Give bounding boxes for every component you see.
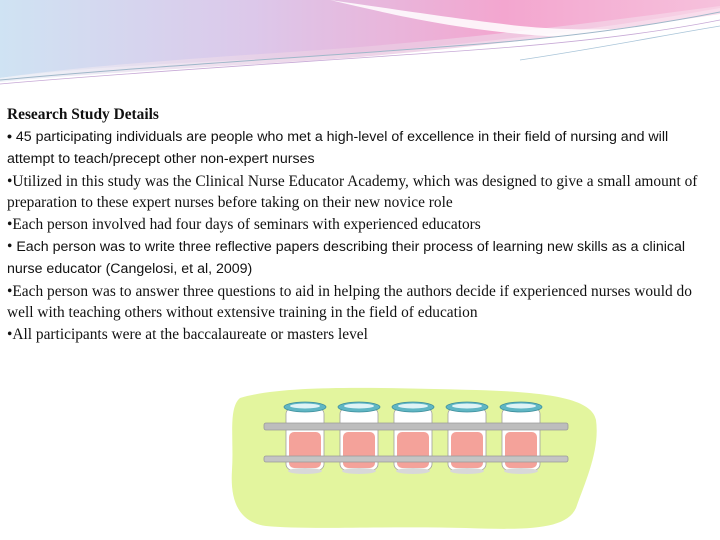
test-tube (338, 402, 380, 474)
bullet-item (7, 171, 713, 214)
bullet-marker: • (7, 282, 13, 300)
slide-heading: Research Study Details (7, 106, 159, 123)
tube-liquid (289, 432, 321, 468)
tube-liquid (505, 432, 537, 468)
bullet-text: Each person involved had four days of seminars with experienced educators (12, 215, 481, 233)
rack-bottom-bar (264, 456, 568, 462)
tube-cap-highlight (506, 404, 536, 409)
bullet-item (7, 324, 713, 346)
tube-cap-highlight (398, 404, 428, 409)
tube-cap-highlight (452, 404, 482, 409)
test-tube (446, 402, 488, 474)
bullet-text: Utilized in this study was the Clinical Nurse Educator Academy, which was designed to give a small amount of preparation to these expert nurses before taking on their new novice role (7, 172, 698, 212)
tube-base (450, 468, 484, 474)
bullet-item (7, 236, 713, 281)
test-tube (500, 402, 542, 474)
bullet-item (7, 281, 713, 324)
tube-base (396, 468, 430, 474)
decorative-banner (0, 0, 720, 90)
bullet-text: All participants were at the baccalaureate or masters level (12, 325, 368, 343)
bullet-item (7, 126, 713, 171)
bullet-text: 45 participating individuals are people who met a high-level of excellence in their field of nursing and will attempt to teach/precept other non-expert nurses (7, 128, 669, 168)
bullet-marker: • (7, 128, 12, 145)
bullet-text: Each person was to write three reflective papers describing their process of learning new skills as a clinical nurse educator (Cangelosi, et al, 2009) (7, 238, 686, 278)
tube-liquid (343, 432, 375, 468)
bullet-text: Each person was to answer three questions to aid in helping the authors decide if experienced nurses would do well with teaching others without extensive training in the field of education (7, 282, 692, 322)
tube-group (284, 402, 542, 474)
rack-top-bar (264, 423, 568, 430)
tube-base (342, 468, 376, 474)
tube-liquid (451, 432, 483, 468)
tube-liquid (397, 432, 429, 468)
bullet-item (7, 214, 713, 236)
test-tube (284, 402, 326, 474)
bullet-marker: • (7, 215, 13, 233)
bullet-marker: • (7, 237, 13, 255)
test-tube-rack-icon (226, 380, 600, 532)
test-tube (392, 402, 434, 474)
tube-cap-highlight (290, 404, 320, 409)
bullet-marker: • (7, 172, 13, 190)
tube-base (504, 468, 538, 474)
slide-body (7, 104, 713, 346)
bullet-marker: • (7, 325, 13, 343)
tube-base (288, 468, 322, 474)
tube-cap-highlight (344, 404, 374, 409)
